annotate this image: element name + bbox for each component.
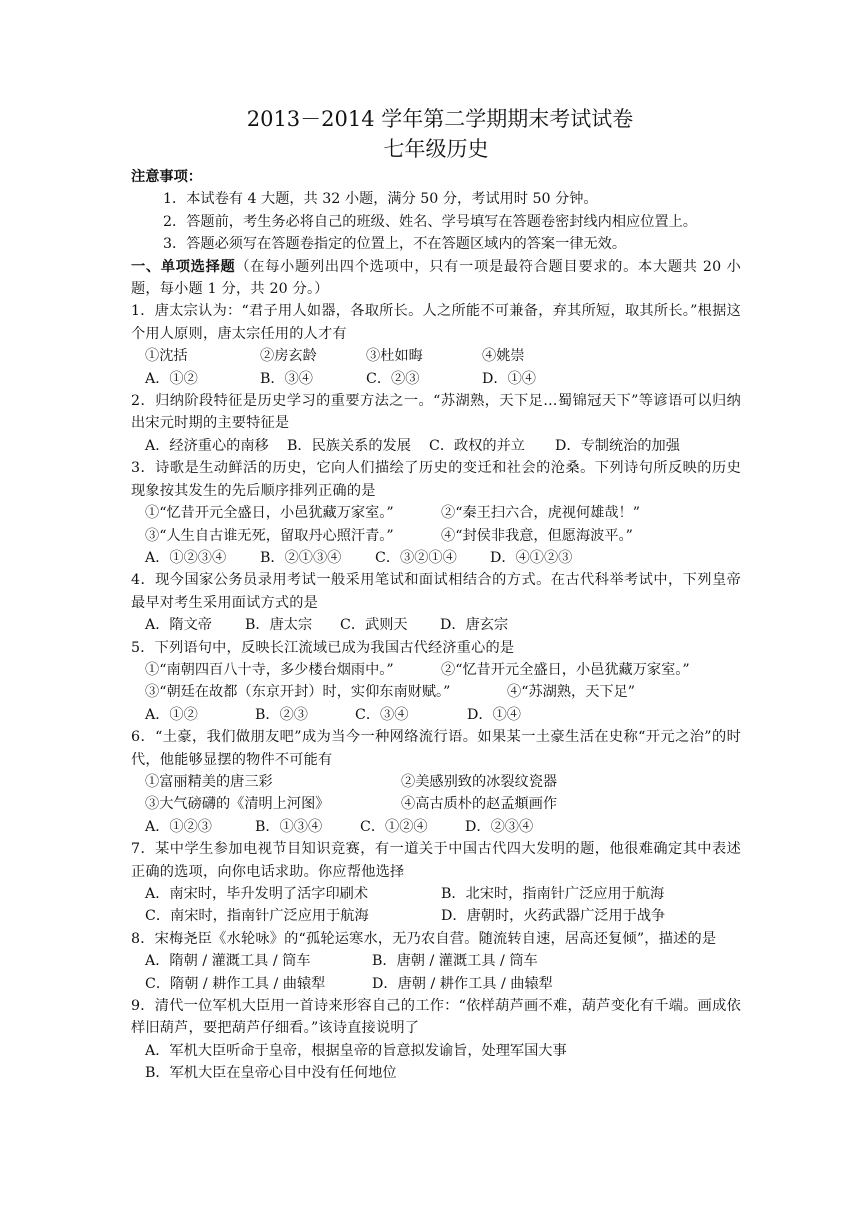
question-items xyxy=(131,793,741,815)
option: D．①④ xyxy=(482,370,536,387)
option: A．①② xyxy=(145,706,198,723)
option: D．②③④ xyxy=(465,818,534,835)
item: ①“南朝四百八十寺，多少楼台烟雨中。” xyxy=(145,661,394,678)
question-items xyxy=(131,345,741,367)
question-stem: 2．归纳阶段特征是历史学习的重要方法之一。“苏湖熟，天下足…蜀锦冠天下”等谚语可以归纳出宋元时期的主要特征是 xyxy=(131,393,741,432)
option: A．南宋时，毕升发明了活字印刷术 xyxy=(145,886,369,902)
item: ③杜如晦 xyxy=(366,348,423,365)
question-stem: 8．宋梅尧臣《水轮咏》的“孤轮运寒水，无乃农自营。随流转自速，居高还复倾”，描述的是 xyxy=(131,930,717,947)
question-options xyxy=(131,435,741,457)
option: C．③④ xyxy=(355,706,409,723)
item: ①富丽精美的唐三彩 xyxy=(145,773,273,790)
item: ②“秦王扫六合，虎视何雄哉！” xyxy=(441,505,640,522)
notice-item: 2．答题前，考生务必将自己的班级、姓名、学号填写在答题卷密封线内相应位置上。 xyxy=(163,213,697,230)
section-heading xyxy=(131,256,741,301)
section-description: （在每小题列出四个选项中，只有一项是最符合题目要求的。本大题共 20 小题，每小题 1 分，共 20 分。） xyxy=(131,258,741,298)
question-options xyxy=(131,704,741,726)
item: ③大气磅礴的《清明上河图》 xyxy=(145,796,330,813)
question-options xyxy=(131,614,741,636)
item: ④“封侯非我意，但愿海波平。” xyxy=(441,527,633,544)
question-options xyxy=(131,950,741,972)
item: ①“忆昔开元全盛日，小邑犹藏万家室。” xyxy=(145,505,394,522)
question-options xyxy=(131,368,741,390)
option: B．①③④ xyxy=(255,818,323,835)
question-options xyxy=(131,973,741,995)
question-items xyxy=(131,525,741,547)
notice-item: 1．本试卷有 4 大题，共 32 小题，满分 50 分，考试用时 50 分钟。 xyxy=(163,191,598,208)
option: A．隋朝 / 灌溉工具 / 筒车 xyxy=(145,953,311,970)
option: D．①④ xyxy=(467,706,521,723)
option: B．唐太宗 xyxy=(245,617,313,634)
notice-heading: 注意事项： xyxy=(131,169,202,185)
option: B．③④ xyxy=(260,370,313,387)
question-items xyxy=(131,659,741,681)
option: C．南宋时，指南针广泛应用于航海 xyxy=(145,908,369,925)
option: C．②③ xyxy=(366,370,420,387)
option: C．武则天 xyxy=(340,617,408,634)
option: B．②③ xyxy=(255,706,308,723)
option: A．①②③ xyxy=(145,818,212,835)
item: ④姚崇 xyxy=(482,348,525,365)
question-stem: 1．唐太宗认为：“君子用人如器，各取所长。人之所能不可兼备，弃其所短，取其所长。”根据这个用人原则，唐太宗任用的人才有 xyxy=(131,303,741,342)
option: A．经济重心的南移 xyxy=(145,437,269,454)
exam-subtitle: 七年级历史 xyxy=(383,137,489,161)
option: A．①② xyxy=(145,370,198,387)
option: B．②①③④ xyxy=(260,549,342,566)
question-stem: 7．某中学生参加电视节目知识竞赛，有一道关于中国古代四大发明的题，他很难确定其中表述正确的选项，向你电话求助。你应帮他选择 xyxy=(131,841,741,880)
option: D．唐朝时，火药武器广泛用于战争 xyxy=(441,908,666,925)
question-options xyxy=(131,905,741,927)
option: D．唐朝 / 耕作工具 / 曲辕犁 xyxy=(372,975,553,992)
question-stem: 9．清代一位军机大臣用一首诗来形容自己的工作：“依样葫芦画不难，葫芦变化有千端。画成依样旧葫芦，要把葫芦仔细看。”该诗直接说明了 xyxy=(131,998,741,1037)
question-items xyxy=(131,502,741,524)
question-stem: 5．下列语句中，反映长江流域已成为我国古代经济重心的是 xyxy=(131,639,515,656)
option: D．唐玄宗 xyxy=(440,617,509,634)
item: ④“苏湖熟，天下足” xyxy=(507,684,636,701)
option: A．①②③④ xyxy=(145,549,227,566)
question-options xyxy=(131,883,741,905)
option: D．专制统治的加强 xyxy=(555,437,680,454)
option: B．民族关系的发展 xyxy=(287,437,411,454)
item: ②美感别致的冰裂纹瓷器 xyxy=(401,773,558,790)
item: ④高古质朴的赵孟頫画作 xyxy=(401,796,558,813)
option: C．政权的并立 xyxy=(429,437,525,454)
item: ①沈括 xyxy=(145,348,188,365)
question-stem: 6．“土豪，我们做朋友吧”成为当今一种网络流行语。如果某一土豪生活在史称“开元之治”的时代，他能够显摆的物件不可能有 xyxy=(131,729,741,768)
notice-item: 3．答题必须写在答题卷指定的位置上，不在答题区域内的答案一律无效。 xyxy=(163,236,627,253)
option: C．①②④ xyxy=(360,818,428,835)
exam-title: 2013－2014 学年第二学期期末考试试卷 xyxy=(246,107,634,131)
question-stem: 3．诗歌是生动鲜活的历史，它向人们描绘了历史的变迁和社会的沧桑。下列诗句所反映的历史现象按其发生的先后顺序排列正确的是 xyxy=(131,460,741,499)
item: ③“朝廷在故都（东京开封）时，实仰东南财赋。” xyxy=(145,684,451,701)
question-items xyxy=(131,771,741,793)
option: C．③②①④ xyxy=(375,549,457,566)
item: ③“人生自古谁无死，留取丹心照汗青。” xyxy=(145,527,394,544)
option: D．④①②③ xyxy=(490,549,573,566)
section-title: 一、单项选择题 xyxy=(131,258,236,275)
option: C．隋朝 / 耕作工具 / 曲辕犁 xyxy=(145,975,326,992)
option: A．隋文帝 xyxy=(145,617,212,634)
option: B．北宋时，指南针广泛应用于航海 xyxy=(441,886,665,902)
option: B．唐朝 / 灌溉工具 / 筒车 xyxy=(372,953,538,970)
item: ②房玄龄 xyxy=(260,348,317,365)
option: B．军机大臣在皇帝心目中没有任何地位 xyxy=(145,1065,397,1082)
exam-page xyxy=(131,104,741,1085)
item: ②“忆昔开元全盛日，小邑犹藏万家室。” xyxy=(441,661,690,678)
question-options xyxy=(131,816,741,838)
option: A．军机大臣听命于皇帝，根据皇帝的旨意拟发谕旨，处理军国大事 xyxy=(145,1042,567,1059)
question-stem: 4．现今国家公务员录用考试一般采用笔试和面试相结合的方式。在古代科举考试中，下列皇帝最早对考生采用面试方式的是 xyxy=(131,572,741,611)
question-items xyxy=(131,681,741,703)
question-options xyxy=(131,547,741,569)
